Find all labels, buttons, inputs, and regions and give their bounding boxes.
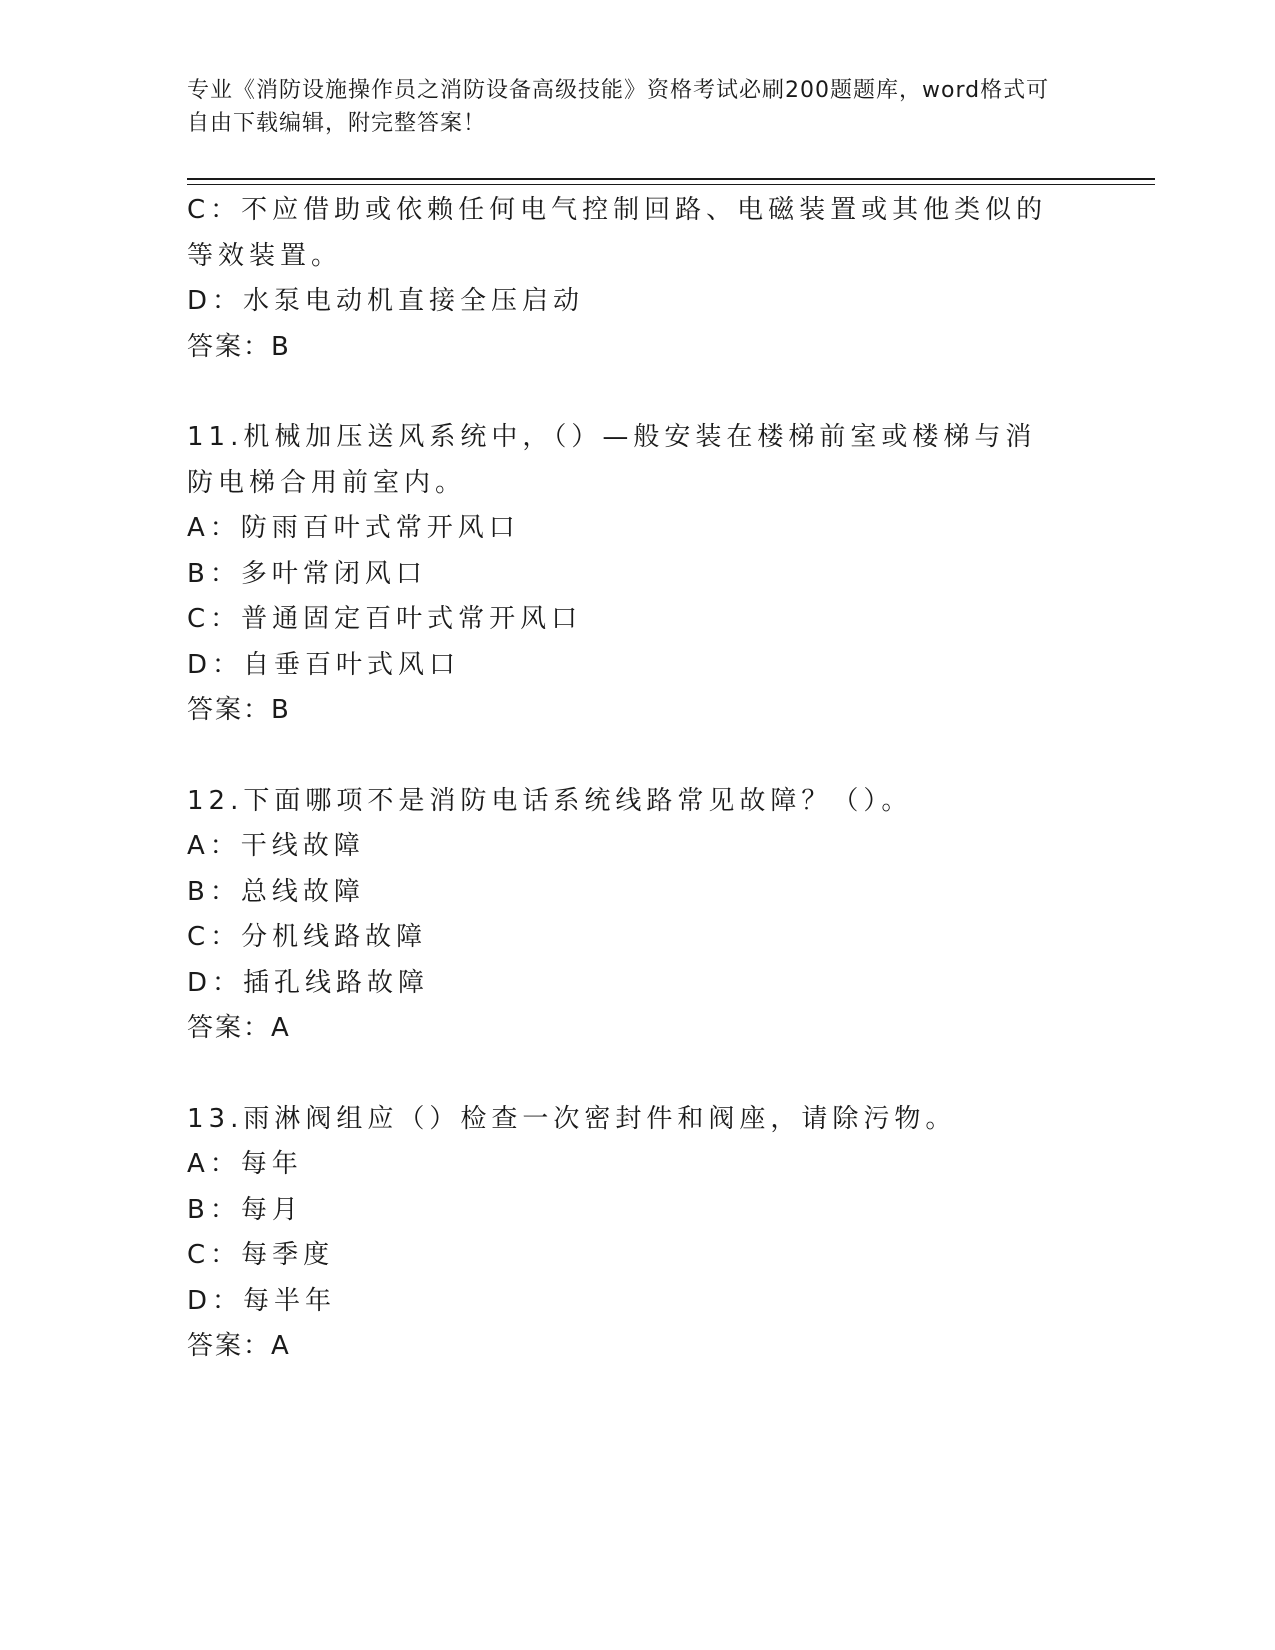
answer-value: A [271,1331,291,1361]
answer-value: B [271,695,291,725]
previous-question-continuation [187,188,1067,370]
answer-line [187,325,1067,371]
question-stem: 13.雨淋阀组应（）检查一次密封件和阀座，请除污物。 [187,1103,957,1134]
answer-line [187,688,1067,734]
question-12 [187,779,1067,1052]
option-a: A：防雨百叶式常开风口 [187,513,520,543]
option-d: D：水泵电动机直接全压启动 [187,286,585,316]
option-a: A：每年 [187,1149,303,1179]
document-body [187,188,1067,1370]
header-divider-thin [187,184,1155,185]
option-c: C：不应借助或依赖任何电气控制回路、电磁装置或其他类似的等效装置。 [187,195,1048,271]
option-c: C：每季度 [187,1240,335,1270]
answer-label: 答案： [187,1331,272,1361]
answer-line [187,1006,1067,1052]
question-stem: 11.机械加压送风系统中，（）—般安装在楼梯前室或楼梯与消防电梯合用前室内。 [187,422,1037,498]
option-d: D：自垂百叶式风口 [187,649,461,680]
option-a: A：干线故障 [187,831,365,861]
question-13 [187,1097,1067,1370]
answer-label: 答案： [187,331,272,362]
option-b: B：多叶常闭风口 [187,558,427,589]
header-divider-thick [187,178,1155,180]
question-11 [187,415,1067,734]
question-stem: 12.下面哪项不是消防电话系统线路常见故障？（）。 [187,785,913,816]
answer-value: B [271,331,291,362]
option-b: B：总线故障 [187,876,365,907]
option-c: C：分机线路故障 [187,922,428,952]
option-d: D：每半年 [187,1285,337,1316]
document-header-title: 专业《消防设施操作员之消防设备高级技能》资格考试必刷200题题库，word格式可自由下载编辑，附完整答案！ [187,78,1050,136]
answer-label: 答案： [187,1013,272,1043]
answer-value: A [271,1013,291,1043]
answer-label: 答案： [187,695,272,725]
option-b: B：每月 [187,1194,303,1225]
answer-line [187,1324,1067,1370]
option-d: D：插孔线路故障 [187,967,430,998]
option-c: C：普通固定百叶式常开风口 [187,604,583,634]
